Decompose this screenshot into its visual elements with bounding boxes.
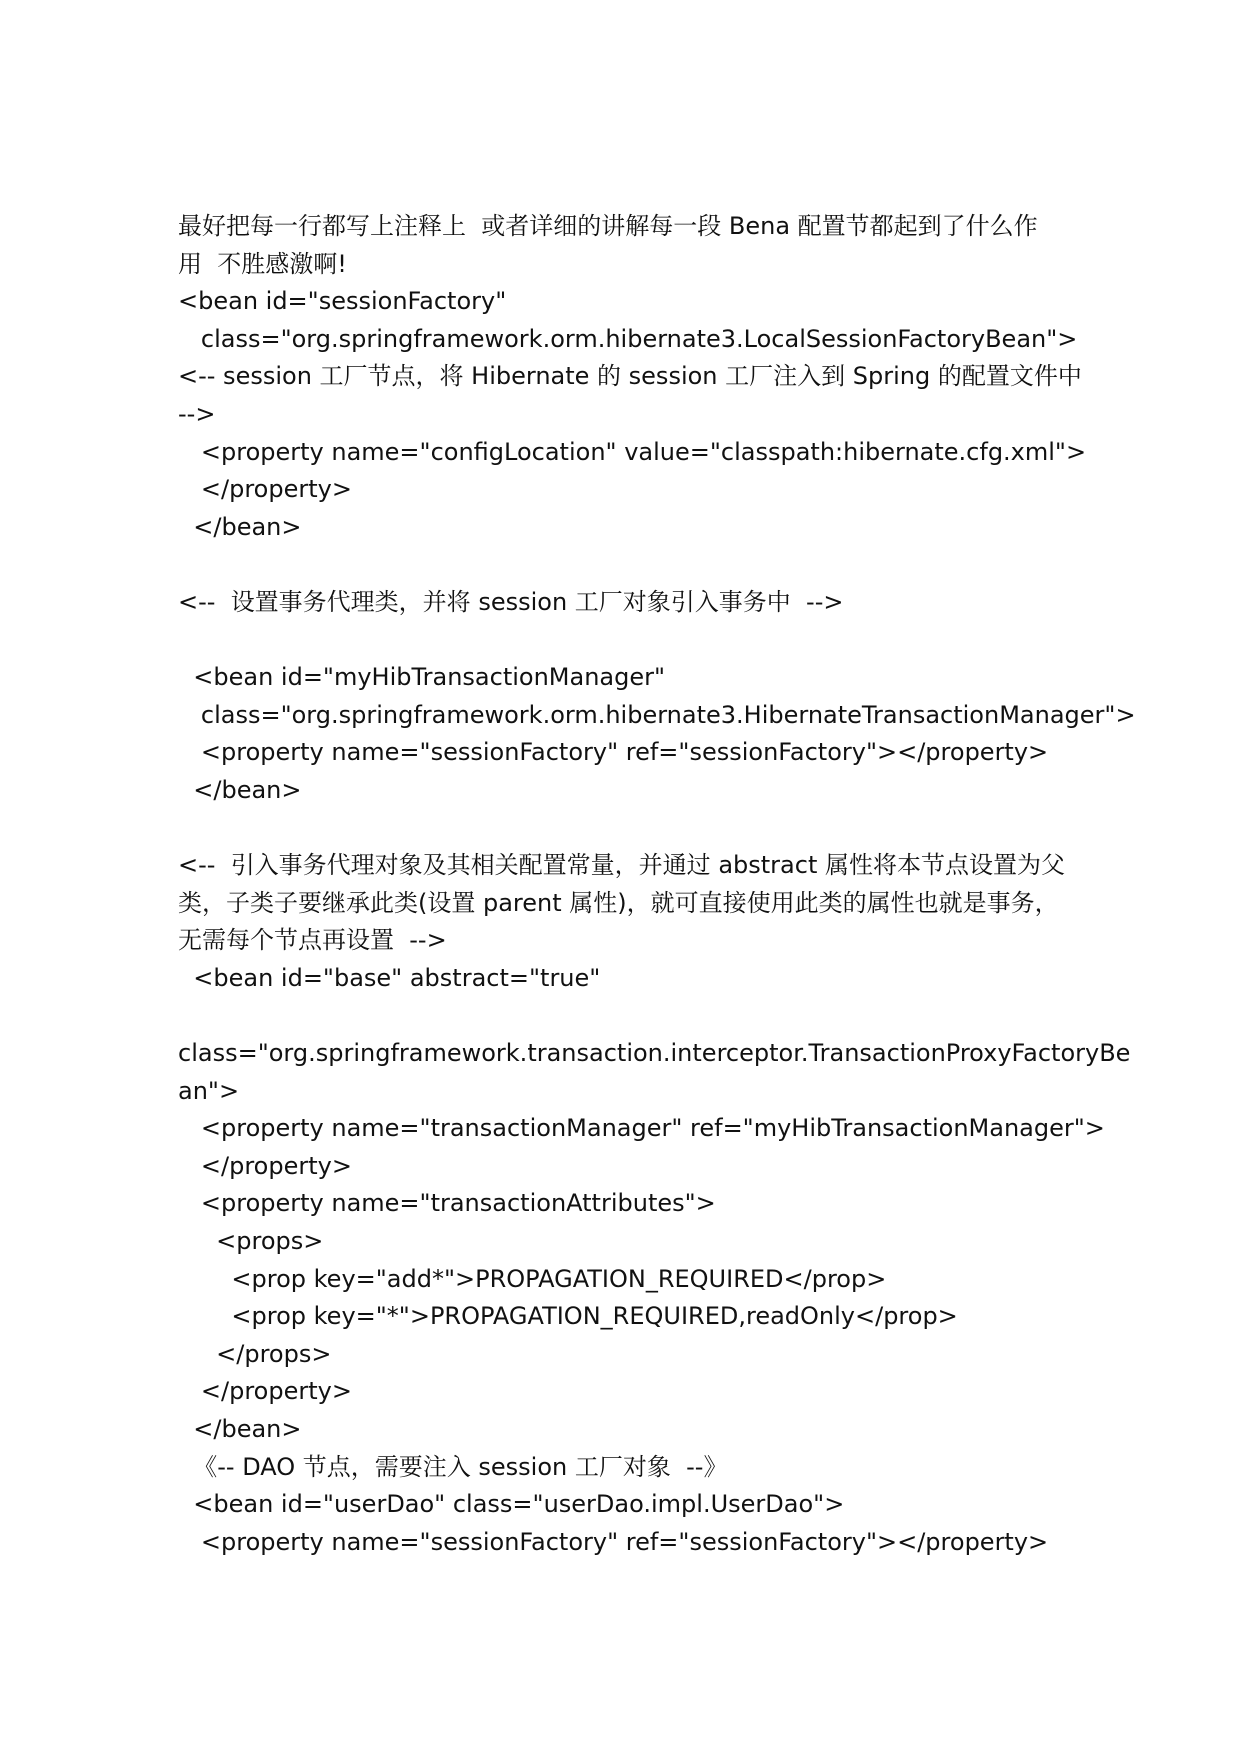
text-line: </bean>: [178, 1415, 302, 1443]
text-line: </bean>: [178, 775, 302, 804]
text-line: <props>: [178, 1227, 324, 1256]
document-body: [178, 208, 1136, 1561]
text-line: <property name="sessionFactory" ref="sessionFactory"></property>: [178, 738, 1049, 767]
text-line: 类，子类子要继承此类(设置 parent 属性)，就可直接使用此类的属性也就是事务，: [178, 888, 1059, 917]
text-line: <-- session 工厂节点，将 Hibernate 的 session 工厂注入到 Spring 的配置文件中: [178, 362, 1082, 391]
text-line: <bean id="sessionFactory": [178, 287, 507, 316]
text-line: <bean id="base" abstract="true": [178, 963, 601, 992]
text-line: <-- 引入事务代理对象及其相关配置常量，并通过 abstract 属性将本节点设置为父: [178, 851, 1065, 880]
text-line: 用 不胜感激啊!: [178, 249, 347, 278]
text-line: 《-- DAO 节点，需要注入 session 工厂对象 --》: [178, 1452, 728, 1481]
text-line: class="org.springframework.orm.hibernate3.LocalSessionFactoryBean">: [178, 324, 1078, 353]
text-line: [178, 622, 1078, 660]
text-line: <property name="transactionManager" ref="myHibTransactionManager">: [178, 1114, 1105, 1143]
text-line: <property name="configLocation" value="classpath:hibernate.cfg.xml">: [178, 437, 1087, 466]
text-line: an">: [178, 1076, 240, 1105]
text-line: <bean id="myHibTransactionManager": [178, 663, 666, 692]
text-line: 最好把每一行都写上注释上 或者详细的讲解每一段 Bena 配置节都起到了什么作: [178, 212, 1038, 240]
text-line: class="org.springframework.transaction.interceptor.TransactionProxyFactoryBe: [178, 1039, 1131, 1068]
text-line: </bean>: [178, 512, 302, 541]
text-line: 无需每个节点再设置 -->: [178, 926, 447, 955]
text-line: </property>: [178, 475, 352, 504]
text-line: </props>: [178, 1339, 332, 1368]
text-line: <prop key="*">PROPAGATION_REQUIRED,readOnly</prop>: [178, 1302, 958, 1331]
text-line: [178, 546, 1078, 584]
text-line: <prop key="add*">PROPAGATION_REQUIRED</prop>: [178, 1264, 887, 1293]
text-line: class="org.springframework.orm.hibernate3.HibernateTransactionManager">: [178, 700, 1136, 729]
text-line: [178, 810, 1078, 848]
text-line: <bean id="userDao" class="userDao.impl.UserDao">: [178, 1490, 845, 1519]
text-line: [178, 997, 1078, 1035]
text-line: -->: [178, 399, 216, 428]
text-line: <-- 设置事务代理类，并将 session 工厂对象引入事务中 -->: [178, 587, 844, 616]
text-line: </property>: [178, 1377, 352, 1406]
text-line: <property name="sessionFactory" ref="sessionFactory"></property>: [178, 1527, 1049, 1556]
text-line: <property name="transactionAttributes">: [178, 1189, 716, 1218]
text-line: </property>: [178, 1151, 352, 1180]
